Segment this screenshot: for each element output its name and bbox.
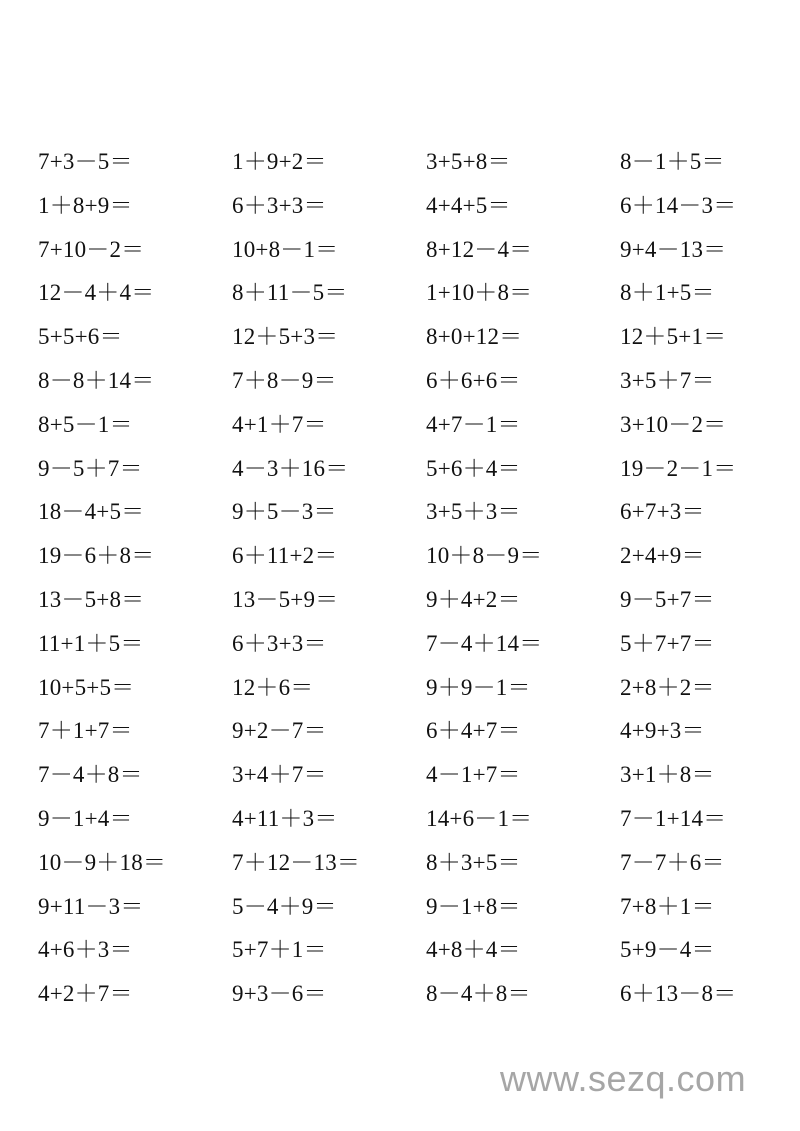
math-problem: 2+8＋2＝ (620, 674, 715, 700)
math-problem: 9＋9－1＝ (426, 674, 531, 700)
math-problem: 7－1+14＝ (620, 805, 727, 831)
math-problem: 9+2－7＝ (232, 718, 327, 744)
math-problem: 13－5+9＝ (232, 586, 339, 612)
math-problem: 8－8＋14＝ (38, 367, 155, 393)
math-problem: 9－1+4＝ (38, 805, 133, 831)
math-problem: 7＋1+7＝ (38, 718, 133, 744)
math-problem: 4－1+7＝ (426, 762, 521, 788)
math-problem: 4+8＋4＝ (426, 937, 521, 963)
math-problem: 8+5－1＝ (38, 411, 133, 437)
math-problem: 6＋6+6＝ (426, 367, 521, 393)
math-problem: 4+9+3＝ (620, 718, 705, 744)
math-problem: 4+1＋7＝ (232, 411, 327, 437)
math-problem: 10+5+5＝ (38, 674, 135, 700)
math-problem: 3+1＋8＝ (620, 762, 715, 788)
math-problem: 10+8－1＝ (232, 236, 339, 262)
math-problem: 8－4＋8＝ (426, 981, 531, 1007)
math-problem: 6＋4+7＝ (426, 718, 521, 744)
math-problem: 14+6－1＝ (426, 805, 533, 831)
math-problem: 9－1+8＝ (426, 893, 521, 919)
math-problem: 9＋4+2＝ (426, 586, 521, 612)
math-problem: 6+7+3＝ (620, 499, 705, 525)
math-problem: 9＋5－3＝ (232, 499, 337, 525)
math-problem: 8－1＋5＝ (620, 149, 725, 174)
math-problem: 7+10－2＝ (38, 236, 145, 262)
math-problem: 8＋1+5＝ (620, 280, 715, 306)
math-problem: 7+3－5＝ (38, 149, 133, 174)
math-problem: 8+0+12＝ (426, 324, 523, 350)
math-problem: 11+1＋5＝ (38, 630, 144, 656)
math-problem: 8+12－4＝ (426, 236, 533, 262)
math-problem: 5+5+6＝ (38, 324, 123, 350)
math-problem: 6＋11+2＝ (232, 543, 338, 569)
math-problem: 10－9＋18＝ (38, 849, 167, 875)
math-problem: 4－3＋16＝ (232, 455, 349, 481)
math-problem: 1+10＋8＝ (426, 280, 533, 306)
arithmetic-worksheet (38, 140, 778, 1016)
math-problem: 4+11＋3＝ (232, 805, 338, 831)
math-problem: 12＋5+1＝ (620, 324, 727, 350)
math-problem: 4+6＋3＝ (38, 937, 133, 963)
math-problem: 9+4－13＝ (620, 236, 727, 262)
math-problem: 7－4＋8＝ (38, 762, 143, 788)
math-problem: 7－7＋6＝ (620, 849, 725, 875)
math-problem: 4+2＋7＝ (38, 981, 133, 1007)
math-problem: 1＋9+2＝ (232, 149, 327, 174)
math-problem: 9－5＋7＝ (38, 455, 143, 481)
math-problem: 9+3－6＝ (232, 981, 327, 1007)
math-problem: 8＋11－5＝ (232, 280, 348, 306)
math-problem: 19－6＋8＝ (38, 543, 155, 569)
math-problem: 3+5＋3＝ (426, 499, 521, 525)
math-problem: 9－5+7＝ (620, 586, 715, 612)
math-problem: 6＋14－3＝ (620, 192, 737, 218)
math-problem: 9+11－3＝ (38, 893, 144, 919)
math-problem: 7＋8－9＝ (232, 367, 337, 393)
math-problem: 2+4+9＝ (620, 543, 705, 569)
math-problem: 7+8＋1＝ (620, 893, 715, 919)
math-problem: 5－4＋9＝ (232, 893, 337, 919)
math-problem: 13－5+8＝ (38, 586, 145, 612)
math-problem: 6＋13－8＝ (620, 981, 737, 1007)
math-problem: 12＋5+3＝ (232, 324, 339, 350)
math-problem: 8＋3+5＝ (426, 849, 521, 875)
math-problem: 6＋3+3＝ (232, 192, 327, 218)
math-problem: 3+4＋7＝ (232, 762, 327, 788)
watermark-url: www.sezq.com (500, 1058, 747, 1099)
math-problem: 5+6＋4＝ (426, 455, 521, 481)
math-problem: 1＋8+9＝ (38, 192, 133, 218)
math-problem: 4+7－1＝ (426, 411, 521, 437)
math-problem: 4+4+5＝ (426, 192, 511, 218)
math-problem: 5+9－4＝ (620, 937, 715, 963)
math-problem: 19－2－1＝ (620, 455, 737, 481)
math-problem: 3+5+8＝ (426, 149, 511, 174)
math-problem: 3+10－2＝ (620, 411, 727, 437)
math-problem: 10＋8－9＝ (426, 543, 543, 569)
math-problem: 3+5＋7＝ (620, 367, 715, 393)
math-problem: 18－4+5＝ (38, 499, 145, 525)
math-problem: 7－4＋14＝ (426, 630, 543, 656)
math-problem: 5+7＋1＝ (232, 937, 327, 963)
math-problem: 5＋7+7＝ (620, 630, 715, 656)
math-problem: 12＋6＝ (232, 674, 314, 700)
math-problem: 12－4＋4＝ (38, 280, 155, 306)
math-problem: 7＋12－13＝ (232, 849, 361, 875)
math-problem: 6＋3+3＝ (232, 630, 327, 656)
